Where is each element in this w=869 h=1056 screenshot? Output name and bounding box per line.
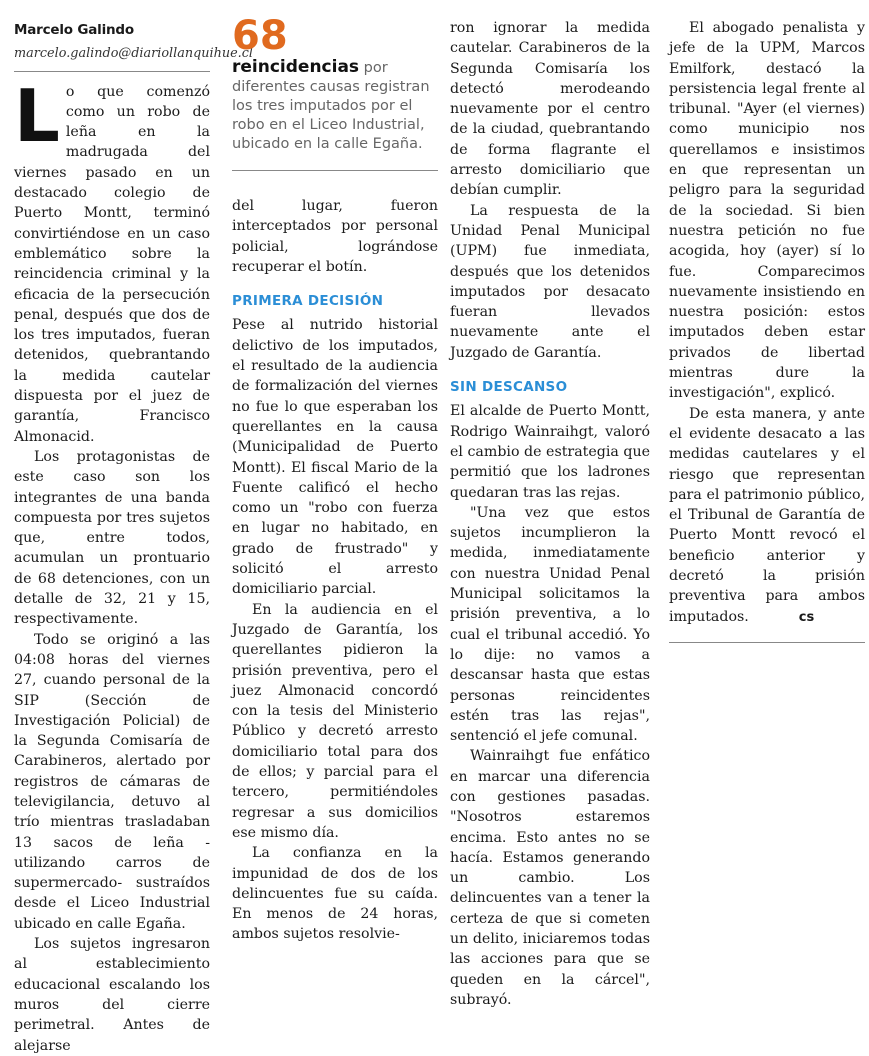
paragraph: El alcalde de Puerto Montt, Rodrigo Wainraihgt, valoró el cambio de estrategia que permitió que los ladrones quedaran tras las rejas.: [450, 403, 650, 501]
subhead-sin-descanso: SIN DESCANSO: [450, 379, 568, 396]
pull-quote-number: 68: [232, 13, 288, 59]
paragraph: De esta manera, y ante el evidente desacato a las medidas cautelares y el riesgo que representan para el patrimonio público, el Tribunal de Garantía de Puerto Montt revocó el beneficio anterior y decretó la prisión preventiva para ambos imputados. cs: [669, 404, 865, 628]
pull-quote: [232, 14, 438, 171]
paragraph: del lugar, fueron interceptados por personal policial, lográndose recuperar el botín.: [232, 198, 438, 275]
paragraph: La confianza en la impunidad de dos de los delincuentes fue su caída. En menos de 24 horas, ambos sujetos resolvie-: [232, 845, 438, 943]
author-email[interactable]: marcelo.galindo@diariollanquihue.cl: [14, 46, 253, 62]
pull-quote-text: reincidencias por diferentes causas registran los tres imputados por el robo en el Liceo Industrial, ubicado en la calle Egaña.: [232, 57, 430, 152]
column-1: [14, 0, 253, 1056]
column-3: [450, 18, 650, 1010]
paragraph: Los sujetos ingresaron al establecimiento educacional escalando los muros del cierre perimetral. Antes de alejarse: [14, 936, 210, 1054]
paragraph: En la audiencia en el Juzgado de Garantía, los querellantes pidieron la prisión preventiva, pero el juez Almonacid concordó con la tesis del Ministerio Público y decretó arresto domiciliario total para dos de ellos; y parcial para el tercero, permitiéndoles regresar a sus domicilios ese mismo día.: [232, 601, 438, 841]
paragraph: ron ignorar la medida cautelar. Carabineros de la Segunda Comisaría los detectó merodeando nuevamente por el centro de la ciudad, quebrantando de forma flagrante el arresto domiciliario que debían cumplir.: [450, 20, 650, 199]
pull-quote-divider: [232, 170, 438, 171]
paragraph: Wainraihgt fue enfático en marcar una diferencia con gestiones pasadas. "Nosotros estaremos encima. Esto antes no se hacía. Estamos generando un cambio. Los delincuentes van a tener la certeza de que si cometen un delito, iniciaremos todas las acciones para que se queden en la cárcel", subrayó.: [450, 748, 650, 1008]
column-4: [669, 18, 865, 643]
pull-quote-keyword: reincidencias: [232, 57, 360, 77]
paragraph: La respuesta de la Unidad Penal Municipal (UPM) fue inmediata, después que los detenidos imputados por desacato fueran llevados nuevamente ante el Juzgado de Garantía.: [450, 202, 650, 361]
author-name: Marcelo Galindo: [14, 22, 134, 38]
paragraph: Pese al nutrido historial delictivo de los imputados, el resultado de la audiencia de formalización del viernes no fue lo que esperaban los querellantes en la causa (Municipalidad de Puerto Montt). El fiscal Mario de la Fuente calificó el hecho como un "robo con fuerza en lugar no habitado, en grado de frustrado" y solicitó el arresto domiciliario parcial.: [232, 317, 438, 598]
subhead-primera-decision: PRIMERA DECISIÓN: [232, 293, 384, 310]
paragraph: "Una vez que estos sujetos incumplieron la medida, inmediatamente con nuestra Unidad Penal Municipal solicitamos la prisión preventiva, a lo cual el tribunal accedió. Yo lo dije: no vamos a descansar hasta que estas personas reincidentes estén tras las rejas", sentenció el jefe comunal.: [450, 504, 650, 745]
paragraph: Todo se originó a las 04:08 horas del viernes 27, cuando personal de la SIP (Sección de Investigación Policial) de la Segunda Comisaría de Carabineros, alertado por registros de cámaras de televigilancia, detuvo al trío mientras trasladaban 13 sacos de leña -utilizando carros de supermercado- sustraídos desde el Liceo Industrial ubicado en calle Egaña.: [14, 631, 210, 932]
paragraph: Lo que comenzó como un robo de leña en la madrugada del viernes pasado en un destacado colegio de Puerto Montt, terminó convirtiéndose en un caso emblemático sobre la reincidencia criminal y la eficacia de la persecución penal, después que dos de los tres imputados, fueran detenidos, quebrantando la medida cautelar dispuesta por el juez de garantía, Francisco Almonacid.: [14, 73, 210, 445]
article-end-divider: [669, 642, 865, 643]
column-2: [232, 196, 438, 945]
byline-divider: [14, 71, 210, 72]
drop-cap: L: [14, 73, 60, 158]
paragraph: El abogado penalista y jefe de la UPM, Marcos Emilfork, destacó la persistencia legal frente al tribunal. "Ayer (el viernes) como municipio nos querellamos e insistimos en que representan un peligro para la seguridad de la sociedad. Si bien nuestra petición no fue acogida, hoy (ayer) sí lo fue. Comparecimos nuevamente insistiendo en nuestra posición: estos imputados deben estar privados de libertad mientras dure la investigación", explicó.: [669, 20, 865, 402]
end-mark-icon: cs: [798, 609, 815, 625]
paragraph: Los protagonistas de este caso son los integrantes de una banda compuesta por tres sujetos que, entre todos, acumulan un prontuario de 68 detenciones, con un detalle de 32, 21 y 15, respectivamente.: [14, 448, 210, 628]
